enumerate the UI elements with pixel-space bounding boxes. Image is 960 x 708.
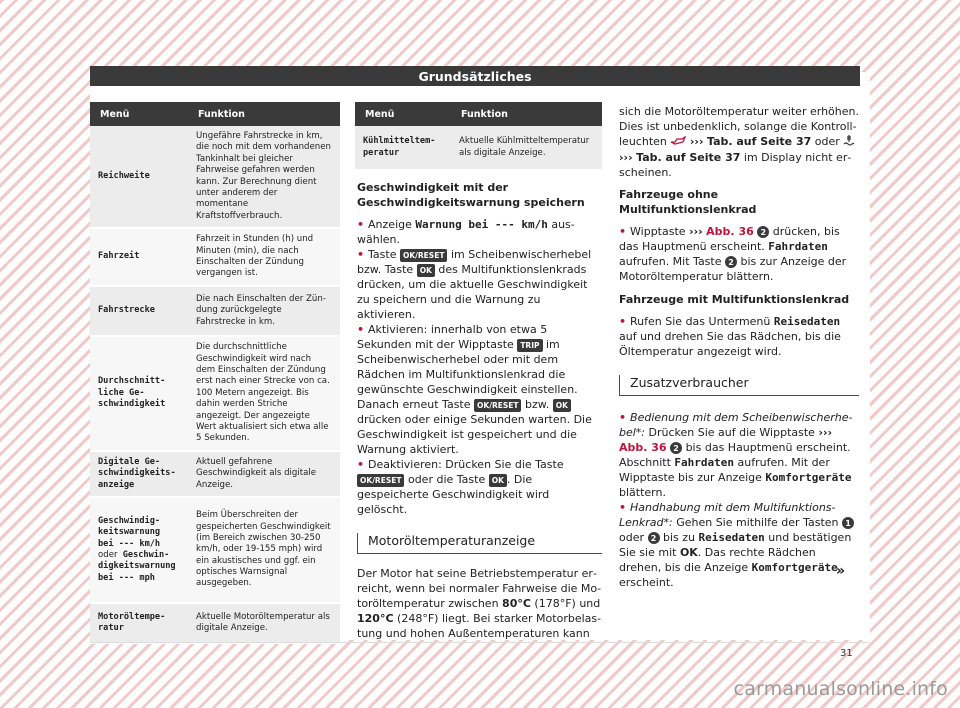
menu-label-kmh: Geschwindigkeitswarnung bei --- km/h <box>98 516 161 549</box>
table-header-row <box>355 102 602 126</box>
continue-arrow-icon: » <box>836 563 846 579</box>
coolant-temperature-icon <box>843 134 855 150</box>
function-cell: Aktuelle Motoröltemperatur als digitale Anzeige. <box>188 603 340 643</box>
list-item: • Bedienung mit dem Scheibenwischerhebel*: Drücken Sie auf die Wipptaste ››› Abb. 36 2 bis das Hauptmenü erscheint. Abschnitt Fahrdaten aufrufen. Mit der Wipptaste bis zur Anzeige Komfortgeräte blättern. <box>619 410 859 500</box>
table-row <box>90 497 340 603</box>
footer-divider <box>90 642 870 643</box>
menu-cell: Fahrzeit <box>90 228 188 286</box>
subheading-with-mf-wheel: Fahrzeuge mit Multifunktionslenkrad <box>619 293 850 306</box>
trip-key-icon: TRIP <box>517 339 542 352</box>
column-header-menu: Menü <box>355 102 451 126</box>
table-row <box>90 451 340 497</box>
warning-lamp-paragraph: sich die Motoröltemperatur weiter erhöhen. Dies ist unbedenklich, solange die Kontrollleuchten ››› Tab. auf Seite 37 oder ››› Tab. auf Seite 37 im Display nicht erscheinen. <box>619 105 859 179</box>
section-heading-auxiliary-consumers: Zusatzverbraucher <box>619 375 859 396</box>
ok-key-icon: OK <box>417 264 435 277</box>
table-header-row <box>90 102 340 126</box>
figure-reference-link[interactable]: Abb. 36 <box>619 441 667 454</box>
oil-temperature-paragraph: Der Motor hat seine Betriebstemperatur erreicht, wenn bei normaler Fahrweise die Motoröltemperatur zwischen 80°C (178°F) und 120°C (248°F) liegt. Bei starker Motorbelastung und hohen Außentemperaturen kann <box>357 567 602 640</box>
ok-key-icon: OK <box>489 474 507 487</box>
function-cell: Die durchschnittliche Geschwindigkeit wird nach dem Einschalten der Zündung erst nach einer Strecke von ca. 100 Metern angezeigt. Bis dahin werden Striche angezeigt. Der angezeigte Wert aktualisiert sich etwa alle 5 Sekunden. <box>188 336 340 451</box>
right-text-column <box>619 104 859 590</box>
menu-cell: Motoröltemperatur <box>90 603 188 643</box>
table-row <box>355 126 602 170</box>
okreset-key-icon: OK/RESET <box>474 399 521 412</box>
number-badge: 2 <box>648 532 660 544</box>
subheading-without-mf-wheel: Fahrzeuge ohne Multifunktionslenkrad <box>619 188 757 216</box>
section-heading-oil-temperature: Motoröltemperaturanzeige <box>357 533 602 554</box>
mid-function-table <box>355 102 602 171</box>
function-cell: Die nach Einschalten der Zündung zurückgelegte Fahrstrecke in km. <box>188 286 340 336</box>
table-row <box>90 336 340 451</box>
column-header-menu: Menü <box>90 102 188 126</box>
okreset-key-icon: OK/RESET <box>357 474 404 487</box>
menu-cell: Reichweite <box>90 126 188 228</box>
menu-label-oder: oder <box>98 550 118 561</box>
function-cell: Fahrzeit in Stunden (h) und Minuten (min), die nach Einschalten der Zündung vergangen ist. <box>188 228 340 286</box>
figure-reference-link[interactable]: Abb. 36 <box>706 225 754 238</box>
table-row <box>90 228 340 286</box>
list-item: • Rufen Sie das Untermenü Reisedaten auf und drehen Sie das Rädchen, bis die Öltemperatur angezeigt wird. <box>619 314 859 359</box>
table-row <box>90 126 340 228</box>
middle-text-column <box>357 180 602 648</box>
watermark: carmanualsonline.info <box>733 678 948 700</box>
table-row <box>90 286 340 336</box>
list-item: • Handhabung mit dem Multifunktions-Lenkrad*: Gehen Sie mithilfe der Tasten 1 oder 2 bis zu Reisedaten und bestätigen Sie sie mit OK. Das rechte Rädchen drehen, bis die Anzeige Komfortgeräte erscheint. <box>619 500 859 590</box>
speed-warning-heading: Geschwindigkeit mit der Geschwindigkeitswarnung speichern <box>357 181 585 209</box>
number-badge: 1 <box>842 517 854 529</box>
oil-can-icon <box>670 135 686 150</box>
list-item: • Aktivieren: innerhalb von etwa 5 Sekunden mit der Wipptaste TRIP im Scheibenwischerhebel oder mit dem Rädchen im Multifunktionslenkrad die gewünschte Geschwindigkeit einstellen. Danach erneut Taste OK/RESET bzw. OK drücken oder einige Sekunden warten. Die Geschwindigkeit ist gespeichert und die Warnung aktiviert. <box>357 322 602 457</box>
function-cell: Ungefähre Fahrstrecke in km, die noch mit dem vorhandenen Tankinhalt bei gleicher Fahrweise gefahren werden kann. Zur Berechnung dient unter anderem der momentane Kraftstoffverbrauch. <box>188 126 340 228</box>
table-row <box>90 603 340 643</box>
list-item: • Deaktivieren: Drücken Sie die Taste OK/RESET oder die Taste OK . Die gespeicherte Geschwindigkeit wird gelöscht. <box>357 457 602 517</box>
function-cell: Beim Überschreiten der gespeicherten Geschwindigkeit (im Bereich zwischen 30-250 km/h, oder 19-155 mph) wird ein akustisches und ggf. ein optisches Warnsignal ausgegeben. <box>188 497 340 603</box>
left-function-table <box>90 102 340 644</box>
list-item: • Wipptaste ››› Abb. 36 2 drücken, bis das Hauptmenü erscheint. Fahrdaten aufrufen. Mit Taste 2 bis zur Anzeige der Motoröltemperatur blättern. <box>619 224 859 284</box>
menu-cell: Fahrstrecke <box>90 286 188 336</box>
menu-cell <box>90 497 188 603</box>
column-header-function: Funktion <box>451 102 602 126</box>
okreset-key-icon: OK/RESET <box>400 249 447 262</box>
function-cell: Aktuell gefahrene Geschwindigkeit als digitale Anzeige. <box>188 451 340 497</box>
column-header-function: Funktion <box>188 102 340 126</box>
number-badge: 2 <box>757 226 769 238</box>
page-number: 31 <box>840 648 853 659</box>
page-header <box>90 66 860 86</box>
page-title: Grundsätzliches <box>418 68 532 84</box>
menu-cell: Kühlmitteltemperatur <box>355 126 451 170</box>
function-cell: Aktuelle Kühlmitteltemperatur als digitale Anzeige. <box>451 126 602 170</box>
number-badge: 2 <box>670 442 682 454</box>
menu-cell: Digitale Geschwindigkeitsanzeige <box>90 451 188 497</box>
list-item: • Anzeige Warnung bei --- km/h auswählen. <box>357 217 602 247</box>
menu-cell: Durchschnittliche Geschwindigkeit <box>90 336 188 451</box>
ok-key-icon: OK <box>553 399 571 412</box>
menu-label-mph: Geschwindigkeitswarnung bei --- mph <box>98 550 176 583</box>
number-badge: 2 <box>725 256 737 268</box>
list-item: • Taste OK/RESET im Scheibenwischerhebel bzw. Taste OK des Multifunktionslenkrads drücken, um die aktuelle Geschwindigkeit zu speichern und die Warnung zu aktivieren. <box>357 247 602 322</box>
